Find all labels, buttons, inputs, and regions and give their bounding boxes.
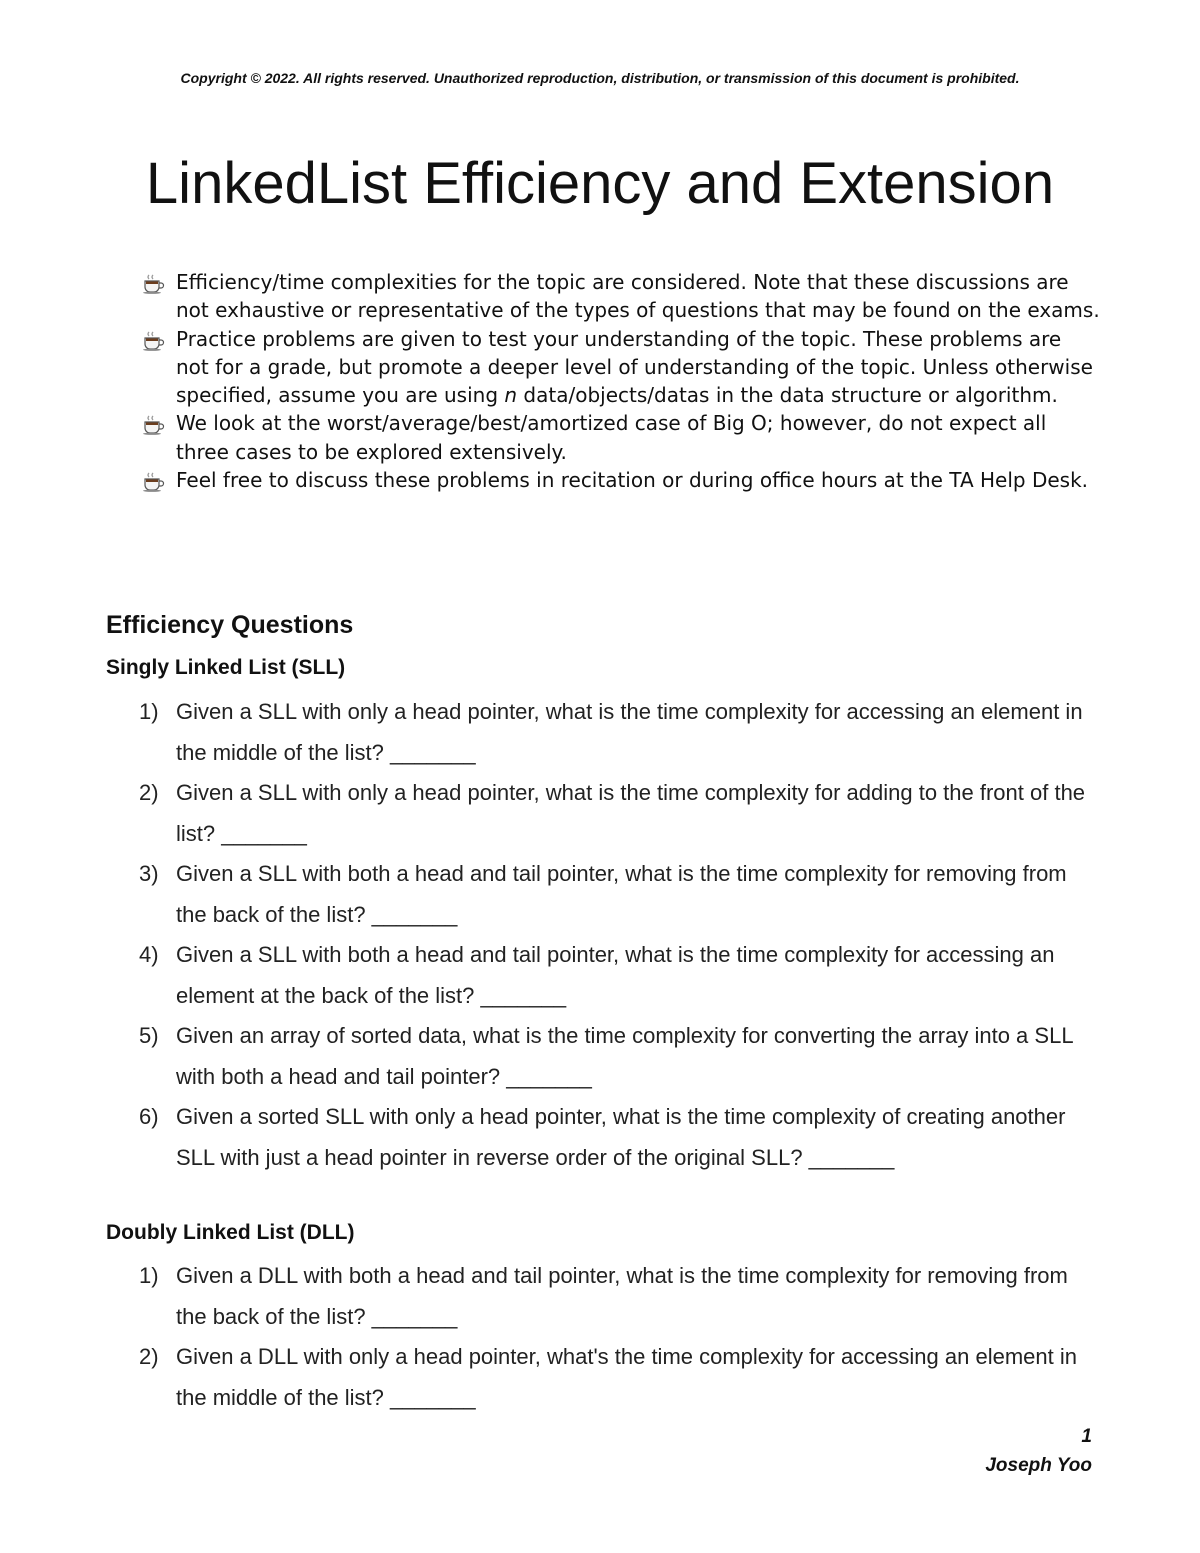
sll-question xyxy=(139,773,1096,854)
coffee-cup-icon xyxy=(142,415,166,435)
intro-bullet-text-cont: data/objects/datas in the data structure or algorithm. xyxy=(517,383,1058,408)
question-number: 4) xyxy=(139,942,159,967)
question-number: 1) xyxy=(139,1263,159,1288)
question-number: 6) xyxy=(139,1104,159,1129)
intro-bullet xyxy=(140,268,1100,325)
sll-question xyxy=(139,1097,1096,1178)
question-text: Given a SLL with only a head pointer, what is the time complexity for accessing an element in the middle of the list? _______ xyxy=(176,699,1083,765)
intro-bullet-text: Practice problems are given to test your understanding of the topic. These problems are not for a grade, but promote a deeper level of understanding of the topic. Unless otherwise specified, assume you are using xyxy=(176,326,1093,408)
intro-bullet-text: Feel free to discuss these problems in recitation or during office hours at the TA Help Desk. xyxy=(176,468,1089,493)
coffee-cup-icon xyxy=(142,331,166,351)
intro-bullet xyxy=(140,409,1100,466)
coffee-cup-icon xyxy=(142,472,166,492)
sll-question xyxy=(139,692,1096,773)
coffee-cup-icon xyxy=(142,274,166,294)
intro-bullet xyxy=(140,325,1100,410)
question-text: Given a SLL with both a head and tail pointer, what is the time complexity for accessing an element at the back of the list? _______ xyxy=(176,942,1055,1008)
question-number: 1) xyxy=(139,699,159,724)
dll-heading: Doubly Linked List (DLL) xyxy=(106,1221,355,1244)
sll-question xyxy=(139,854,1096,935)
intro-bullet-list xyxy=(140,268,1100,494)
author-name: Joseph Yoo xyxy=(985,1455,1092,1476)
question-text: Given a SLL with only a head pointer, what is the time complexity for adding to the front of the list? _______ xyxy=(176,780,1086,846)
intro-bullet-text: We look at the worst/average/best/amortized case of Big O; however, do not expect all three cases to be explored extensively. xyxy=(176,411,1047,464)
question-number: 5) xyxy=(139,1023,159,1048)
sll-heading: Singly Linked List (SLL) xyxy=(106,656,346,679)
sll-question xyxy=(139,1016,1096,1097)
efficiency-questions-heading: Efficiency Questions xyxy=(106,611,354,639)
sll-question xyxy=(139,935,1096,1016)
page-title: LinkedList Efficiency and Extension xyxy=(145,151,1055,216)
dll-question xyxy=(139,1256,1096,1337)
question-number: 2) xyxy=(139,1344,159,1369)
intro-bullet-text: Efficiency/time complexities for the topic are considered. Note that these discussions are not exhaustive or representative of the types of questions that may be found on the exams. xyxy=(176,270,1100,323)
dll-question xyxy=(139,1337,1096,1418)
page-number: 1 xyxy=(1081,1426,1092,1447)
question-text: Given a DLL with only a head pointer, what's the time complexity for accessing an element in the middle of the list? _______ xyxy=(176,1344,1077,1410)
question-text: Given an array of sorted data, what is the time complexity for converting the array into a SLL with both a head and tail pointer? _______ xyxy=(176,1023,1073,1089)
question-number: 3) xyxy=(139,861,159,886)
question-text: Given a DLL with both a head and tail pointer, what is the time complexity for removing from the back of the list? _______ xyxy=(176,1263,1068,1329)
intro-bullet-emphasis: n xyxy=(504,383,518,408)
question-text: Given a sorted SLL with only a head pointer, what is the time complexity of creating another SLL with just a head pointer in reverse order of the original SLL? _______ xyxy=(176,1104,1066,1170)
copyright-notice: Copyright © 2022. All rights reserved. Unauthorized reproduction, distribution, or transmission of this document is prohibited. xyxy=(180,70,1020,86)
question-text: Given a SLL with both a head and tail pointer, what is the time complexity for removing from the back of the list? _______ xyxy=(176,861,1067,927)
question-number: 2) xyxy=(139,780,159,805)
intro-bullet xyxy=(140,466,1100,494)
dll-question-list xyxy=(139,1256,1096,1418)
sll-question-list xyxy=(139,692,1096,1178)
